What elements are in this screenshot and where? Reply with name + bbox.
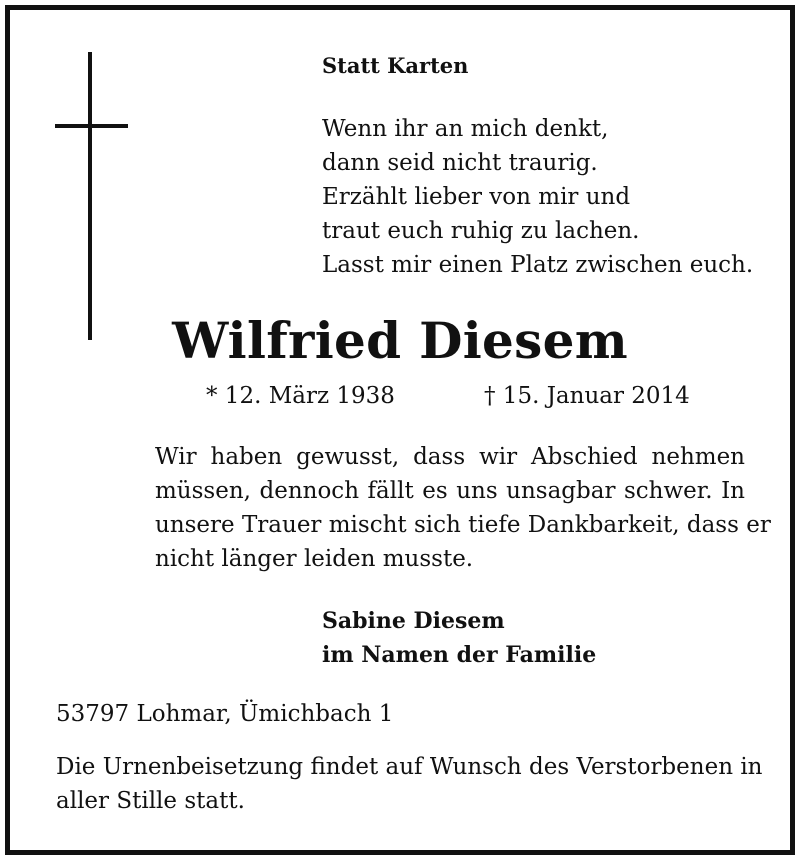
message-line: müssen, dennoch fällt es uns unsagbar schwer. In — [155, 478, 745, 504]
family-message — [155, 440, 771, 576]
poem — [322, 112, 753, 282]
poem-line: Lasst mir einen Platz zwischen euch. — [322, 252, 754, 278]
burial-notice — [56, 750, 763, 818]
signature-subline: im Namen der Familie — [322, 642, 597, 668]
death-date: † 15. Januar 2014 — [484, 383, 690, 409]
deceased-name: Wilfried Diesem — [172, 311, 628, 370]
heading-statt-karten: Statt Karten — [322, 53, 469, 78]
message-line: Wir haben gewusst, dass wir Abschied nehmen — [155, 444, 745, 470]
cross-vertical-bar — [88, 52, 92, 340]
message-line: unsere Trauer mischt sich tiefe Dankbarkeit, dass er — [155, 512, 771, 538]
message-line: nicht länger leiden musste. — [155, 546, 474, 572]
poem-line: Wenn ihr an mich denkt, — [322, 116, 609, 142]
poem-line: traut euch ruhig zu lachen. — [322, 218, 640, 244]
poem-line: dann seid nicht traurig. — [322, 150, 598, 176]
cross-horizontal-bar — [55, 124, 128, 128]
notice-line: aller Stille statt. — [56, 788, 245, 814]
poem-line: Erzählt lieber von mir und — [322, 184, 631, 210]
signature — [322, 604, 596, 672]
signature-name: Sabine Diesem — [322, 608, 505, 634]
address: 53797 Lohmar, Ümichbach 1 — [56, 701, 394, 727]
birth-date: * 12. März 1938 — [206, 383, 395, 409]
notice-line: Die Urnenbeisetzung findet auf Wunsch des Verstorbenen in — [56, 754, 763, 780]
